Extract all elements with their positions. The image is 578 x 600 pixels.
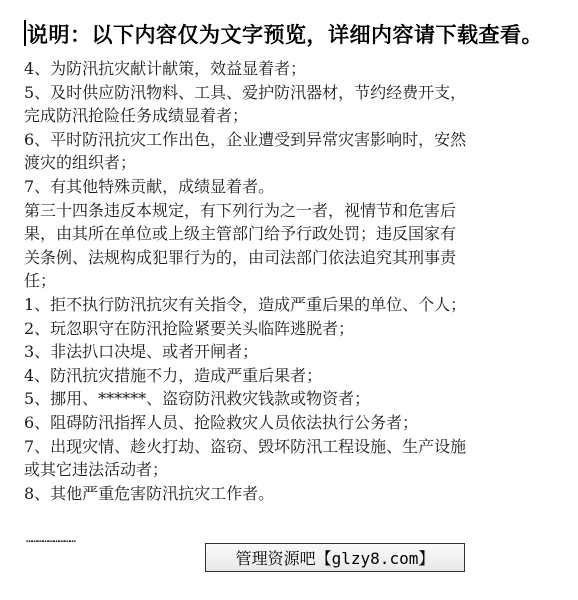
dotted-separator: ……………………… [26, 532, 75, 545]
text-line: 6、平时防汛抗灾工作出色，企业遭受到异常灾害影响时，安然 [24, 129, 467, 149]
text-line: 3、非法扒口决堤、或者开闸者； [24, 342, 259, 362]
site-link-button[interactable]: 管理资源吧【glzy8.com】 [205, 543, 465, 572]
text-line: 果，由其所在单位或上级主管部门给予行政处罚；违反国家有 [24, 224, 457, 244]
text-line: 2、玩忽职守在防汛抢险紧要关头临阵逃脱者； [24, 318, 355, 338]
text-line: 渡灾的组织者； [24, 153, 137, 173]
text-line: 5、及时供应防汛物料、工具、爱护防汛器材，节约经费开支， [24, 82, 467, 102]
text-line: 7、出现灾情、趁火打劫、盗窃、毁坏防汛工程设施、生产设施 [24, 436, 467, 456]
text-line: 5、挪用、******、盗窃防汛救灾钱款或物资者； [24, 389, 371, 409]
document-body [24, 57, 554, 505]
text-line: 4、防汛抗灾措施不力，造成严重后果者； [24, 365, 323, 385]
text-line: 关条例、法规构成犯罪行为的，由司法部门依法追究其刑事责 [24, 247, 457, 267]
text-line: 或其它违法活动者； [24, 460, 169, 480]
text-line: 6、阻碍防汛指挥人员、抢险救灾人员依法执行公务者； [24, 412, 419, 432]
text-line: 8、其他严重危害防汛抗灾工作者。 [24, 483, 275, 503]
text-line: 1、拒不执行防汛抗灾有关指令，造成严重后果的单位、个人； [24, 294, 467, 314]
text-line: 完成防汛抢险任务成绩显着者； [24, 106, 249, 126]
preview-notice: 说明：以下内容仅为文字预览，详细内容请下载查看。 [27, 23, 543, 47]
text-cursor [24, 20, 26, 46]
text-line: 7、有其他特殊贡献，成绩显着者。 [24, 176, 275, 196]
text-line: 任； [24, 271, 57, 291]
text-line: 第三十四条违反本规定，有下列行为之一者，视情节和危害后 [24, 200, 457, 220]
text-line: 4、为防汛抗灾献计献策，效益显着者； [24, 59, 307, 78]
